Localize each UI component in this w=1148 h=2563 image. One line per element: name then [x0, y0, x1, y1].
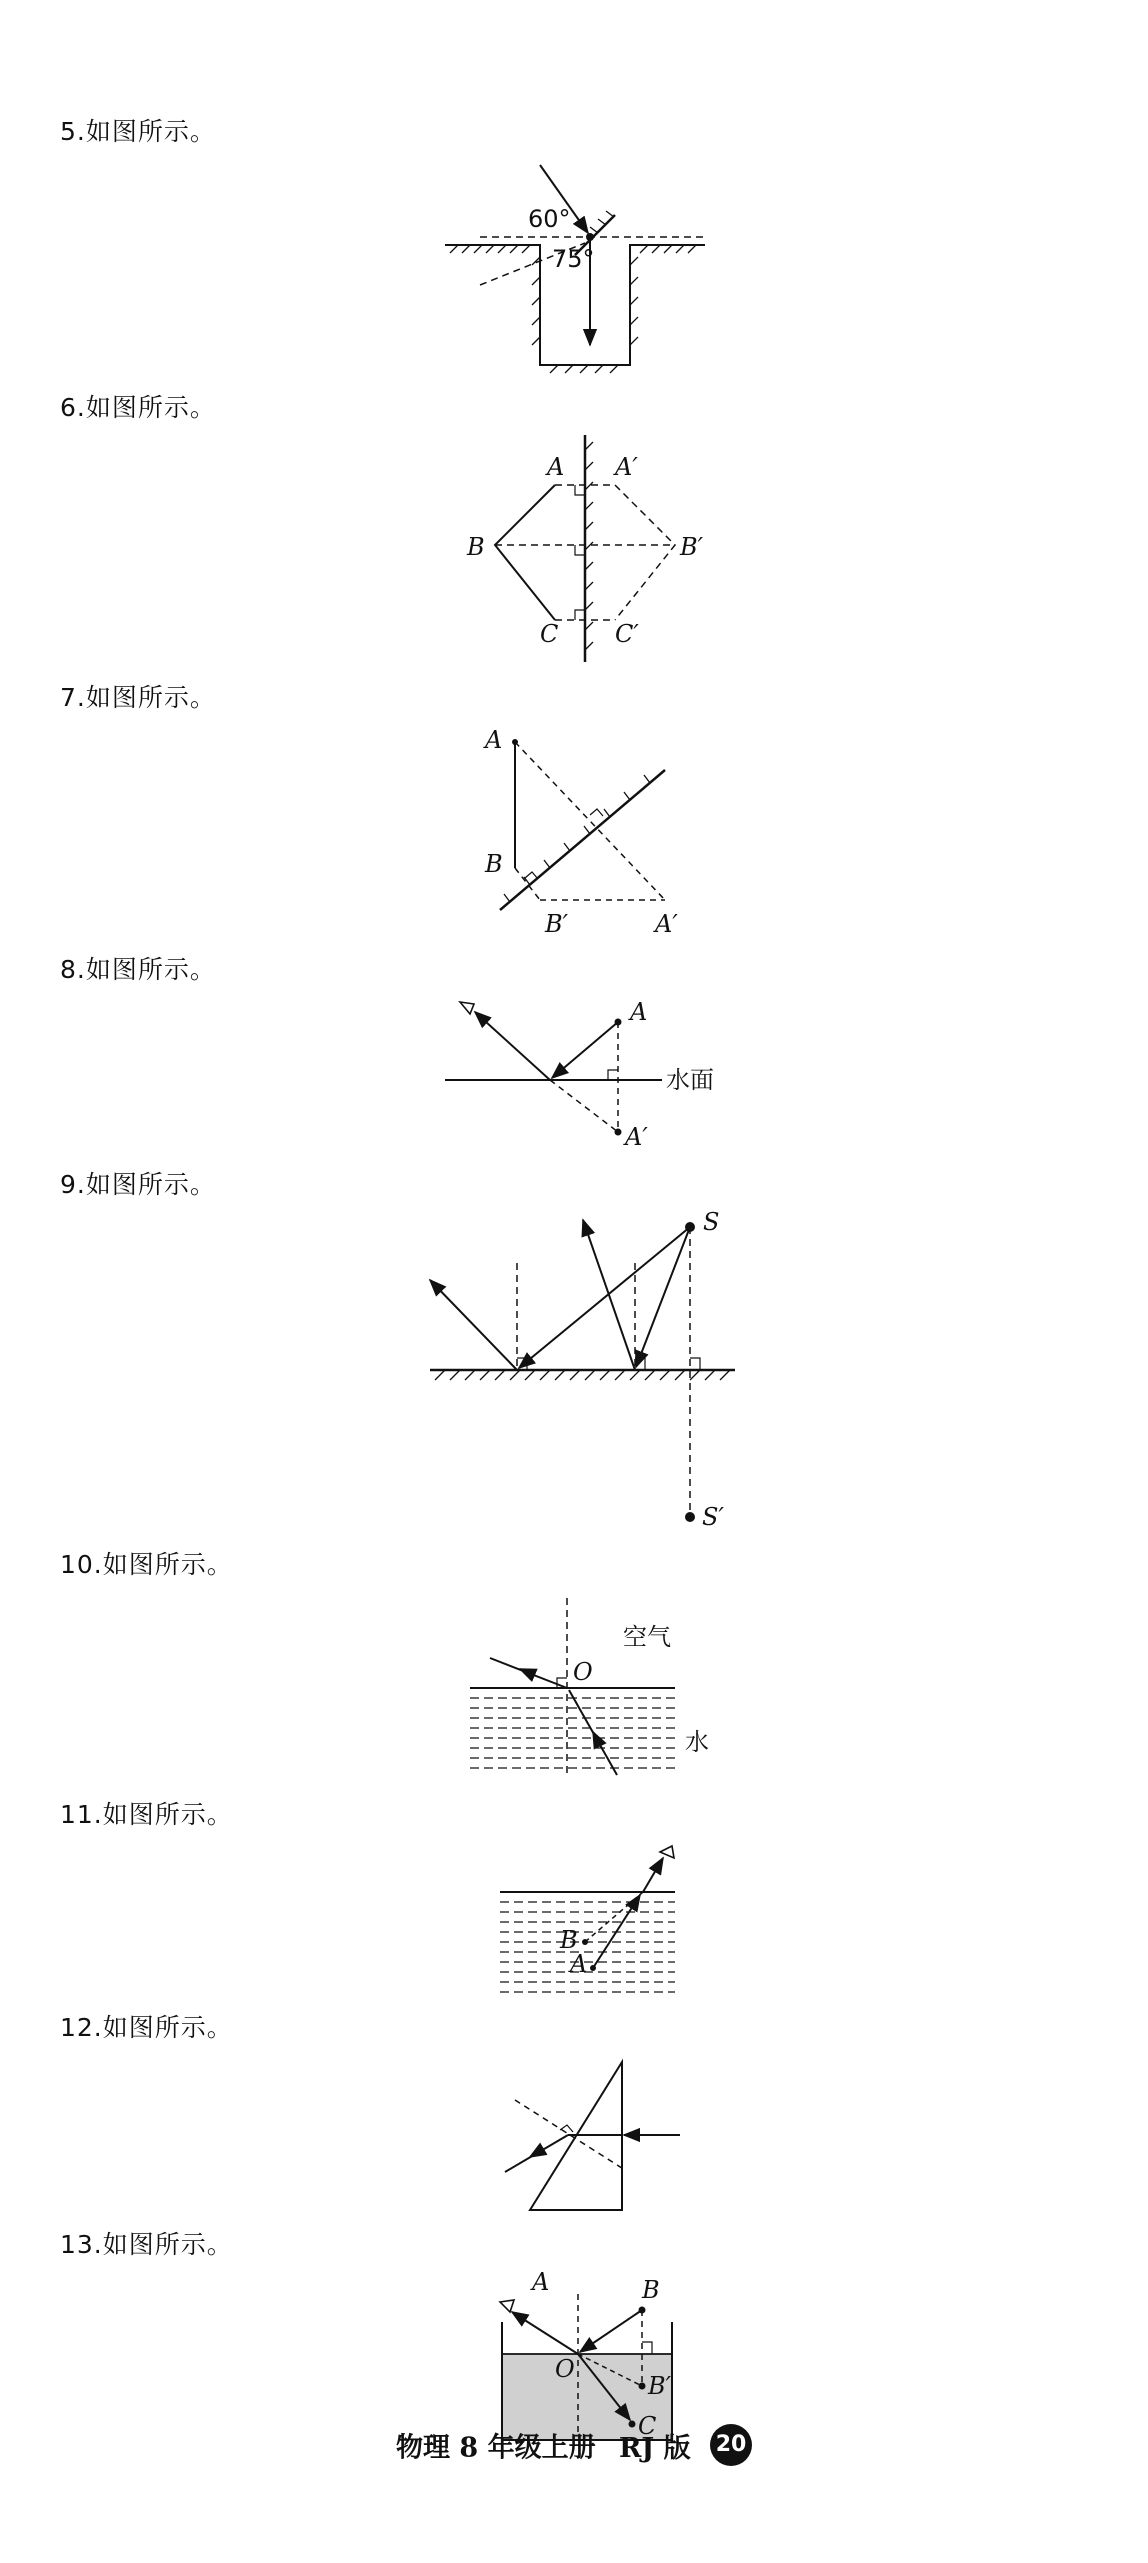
- water-dashed-lines: [500, 1902, 675, 1992]
- angle-60-label: 60°: [528, 205, 571, 233]
- point-C-image-label: C′: [615, 620, 639, 648]
- object-ABC: [495, 485, 555, 620]
- right-angle-marks: [517, 1358, 700, 1370]
- point-C-label: C: [540, 620, 559, 648]
- image-S-label: S′: [702, 1503, 724, 1531]
- point-A-image-label: A′: [625, 1123, 648, 1151]
- incident-ray-from-B: [580, 2310, 642, 2352]
- emergent-ray-in-air: [490, 1658, 567, 1688]
- question-11-label: 11.如图所示。: [60, 1800, 233, 1829]
- water-label: 水: [685, 1728, 709, 1756]
- question-7-label: 7.如图所示。: [60, 683, 216, 712]
- figure-12-prism-refraction-diagram: [490, 2050, 690, 2220]
- point-C-label: C: [638, 2412, 657, 2440]
- page-number-badge: 20: [710, 2424, 752, 2466]
- point-A-label: A: [485, 726, 503, 754]
- angle-75-label: 75°: [552, 245, 595, 273]
- point-B-dot: [639, 2307, 646, 2314]
- incident-ray-1: [519, 1227, 690, 1368]
- emergent-ray: [505, 2135, 568, 2172]
- point-A-image-label: A′: [655, 910, 678, 938]
- question-5-label: 5.如图所示。: [60, 117, 216, 146]
- eye-icon: [500, 2300, 514, 2312]
- reflected-ray-2: [583, 1220, 635, 1370]
- inclined-mirror: [500, 770, 665, 910]
- figure-7-inclined-mirror-diagram: [480, 720, 700, 940]
- question-9-label: 9.如图所示。: [60, 1170, 216, 1199]
- point-A-label: A: [570, 1950, 588, 1978]
- question-12-label: 12.如图所示。: [60, 2013, 233, 2042]
- figure-8-water-reflection-diagram: [440, 990, 740, 1150]
- water-dashed-lines: [470, 1698, 675, 1768]
- figure-10-refraction-air-water-diagram: [465, 1590, 715, 1790]
- ray-in-air: [643, 1858, 663, 1892]
- figure-5-periscope-diagram: [440, 155, 730, 370]
- source-S-dot: [685, 1222, 695, 1232]
- water-surface-label: 水面: [666, 1066, 714, 1094]
- point-A-dot: [590, 1965, 596, 1971]
- source-S-label: S: [703, 1208, 720, 1236]
- point-A-label: A: [547, 453, 565, 481]
- figure-9-point-source-reflection-diagram: [425, 1205, 755, 1535]
- refraction-arrowhead-segment: [593, 1732, 595, 1736]
- point-A-image-label: A′: [615, 453, 638, 481]
- air-label: 空气: [623, 1623, 671, 1651]
- point-A-dot: [615, 1019, 622, 1026]
- reflected-ray: [475, 1012, 550, 1080]
- point-A-image-dot: [615, 1129, 622, 1136]
- connection-A-dashed: [515, 742, 665, 900]
- point-B-label: B: [560, 1926, 578, 1954]
- point-B-label: B: [467, 533, 485, 561]
- point-O-label: O: [555, 2355, 575, 2383]
- point-A-label: A: [532, 2268, 550, 2296]
- incidence-point: [586, 233, 594, 241]
- mirror-hatching: [504, 775, 650, 902]
- point-B-dot: [582, 1939, 588, 1945]
- right-angle-mark: [608, 1070, 618, 1080]
- point-B-label: B: [485, 850, 503, 878]
- point-B-image-dot: [639, 2383, 646, 2390]
- point-A-label: A: [630, 998, 648, 1026]
- image-ABC-dashed: [615, 485, 675, 620]
- question-13-label: 13.如图所示。: [60, 2230, 233, 2259]
- figure-13-container-reflection-refraction-diagram: [490, 2262, 710, 2447]
- question-8-label: 8.如图所示。: [60, 955, 216, 984]
- emergent-arrowhead-segment: [530, 2154, 535, 2157]
- image-S-dot: [685, 1512, 695, 1522]
- right-angle-marks: [575, 485, 585, 620]
- question-10-label: 10.如图所示。: [60, 1550, 233, 1579]
- point-B-image-label: B′: [648, 2372, 672, 2400]
- right-angle-mark: [560, 2125, 573, 2132]
- question-6-label: 6.如图所示。: [60, 393, 216, 422]
- figure-11-viewing-fish-diagram: [495, 1840, 695, 2000]
- point-B-label: B: [642, 2276, 660, 2304]
- point-B-image-label: B′: [680, 533, 704, 561]
- emergent-arrowhead-segment: [520, 1669, 527, 1672]
- eye-icon: [460, 1002, 474, 1014]
- mirror-hatching: [435, 1370, 730, 1380]
- figure-6-mirror-image-diagram: [455, 430, 725, 670]
- footer-edition: RJ 版: [618, 2432, 691, 2464]
- footer-title: 物理 8 年级上册: [395, 2432, 596, 2464]
- point-O-label: O: [573, 1658, 593, 1686]
- reflected-ray-1: [430, 1280, 517, 1370]
- page-footer: [0, 2424, 1148, 2466]
- eye-icon: [660, 1846, 674, 1858]
- point-B-image-label: B′: [545, 910, 569, 938]
- image-line-dashed: [550, 1080, 618, 1132]
- reflected-ray: [512, 2312, 578, 2354]
- right-angle-mark: [642, 2342, 652, 2354]
